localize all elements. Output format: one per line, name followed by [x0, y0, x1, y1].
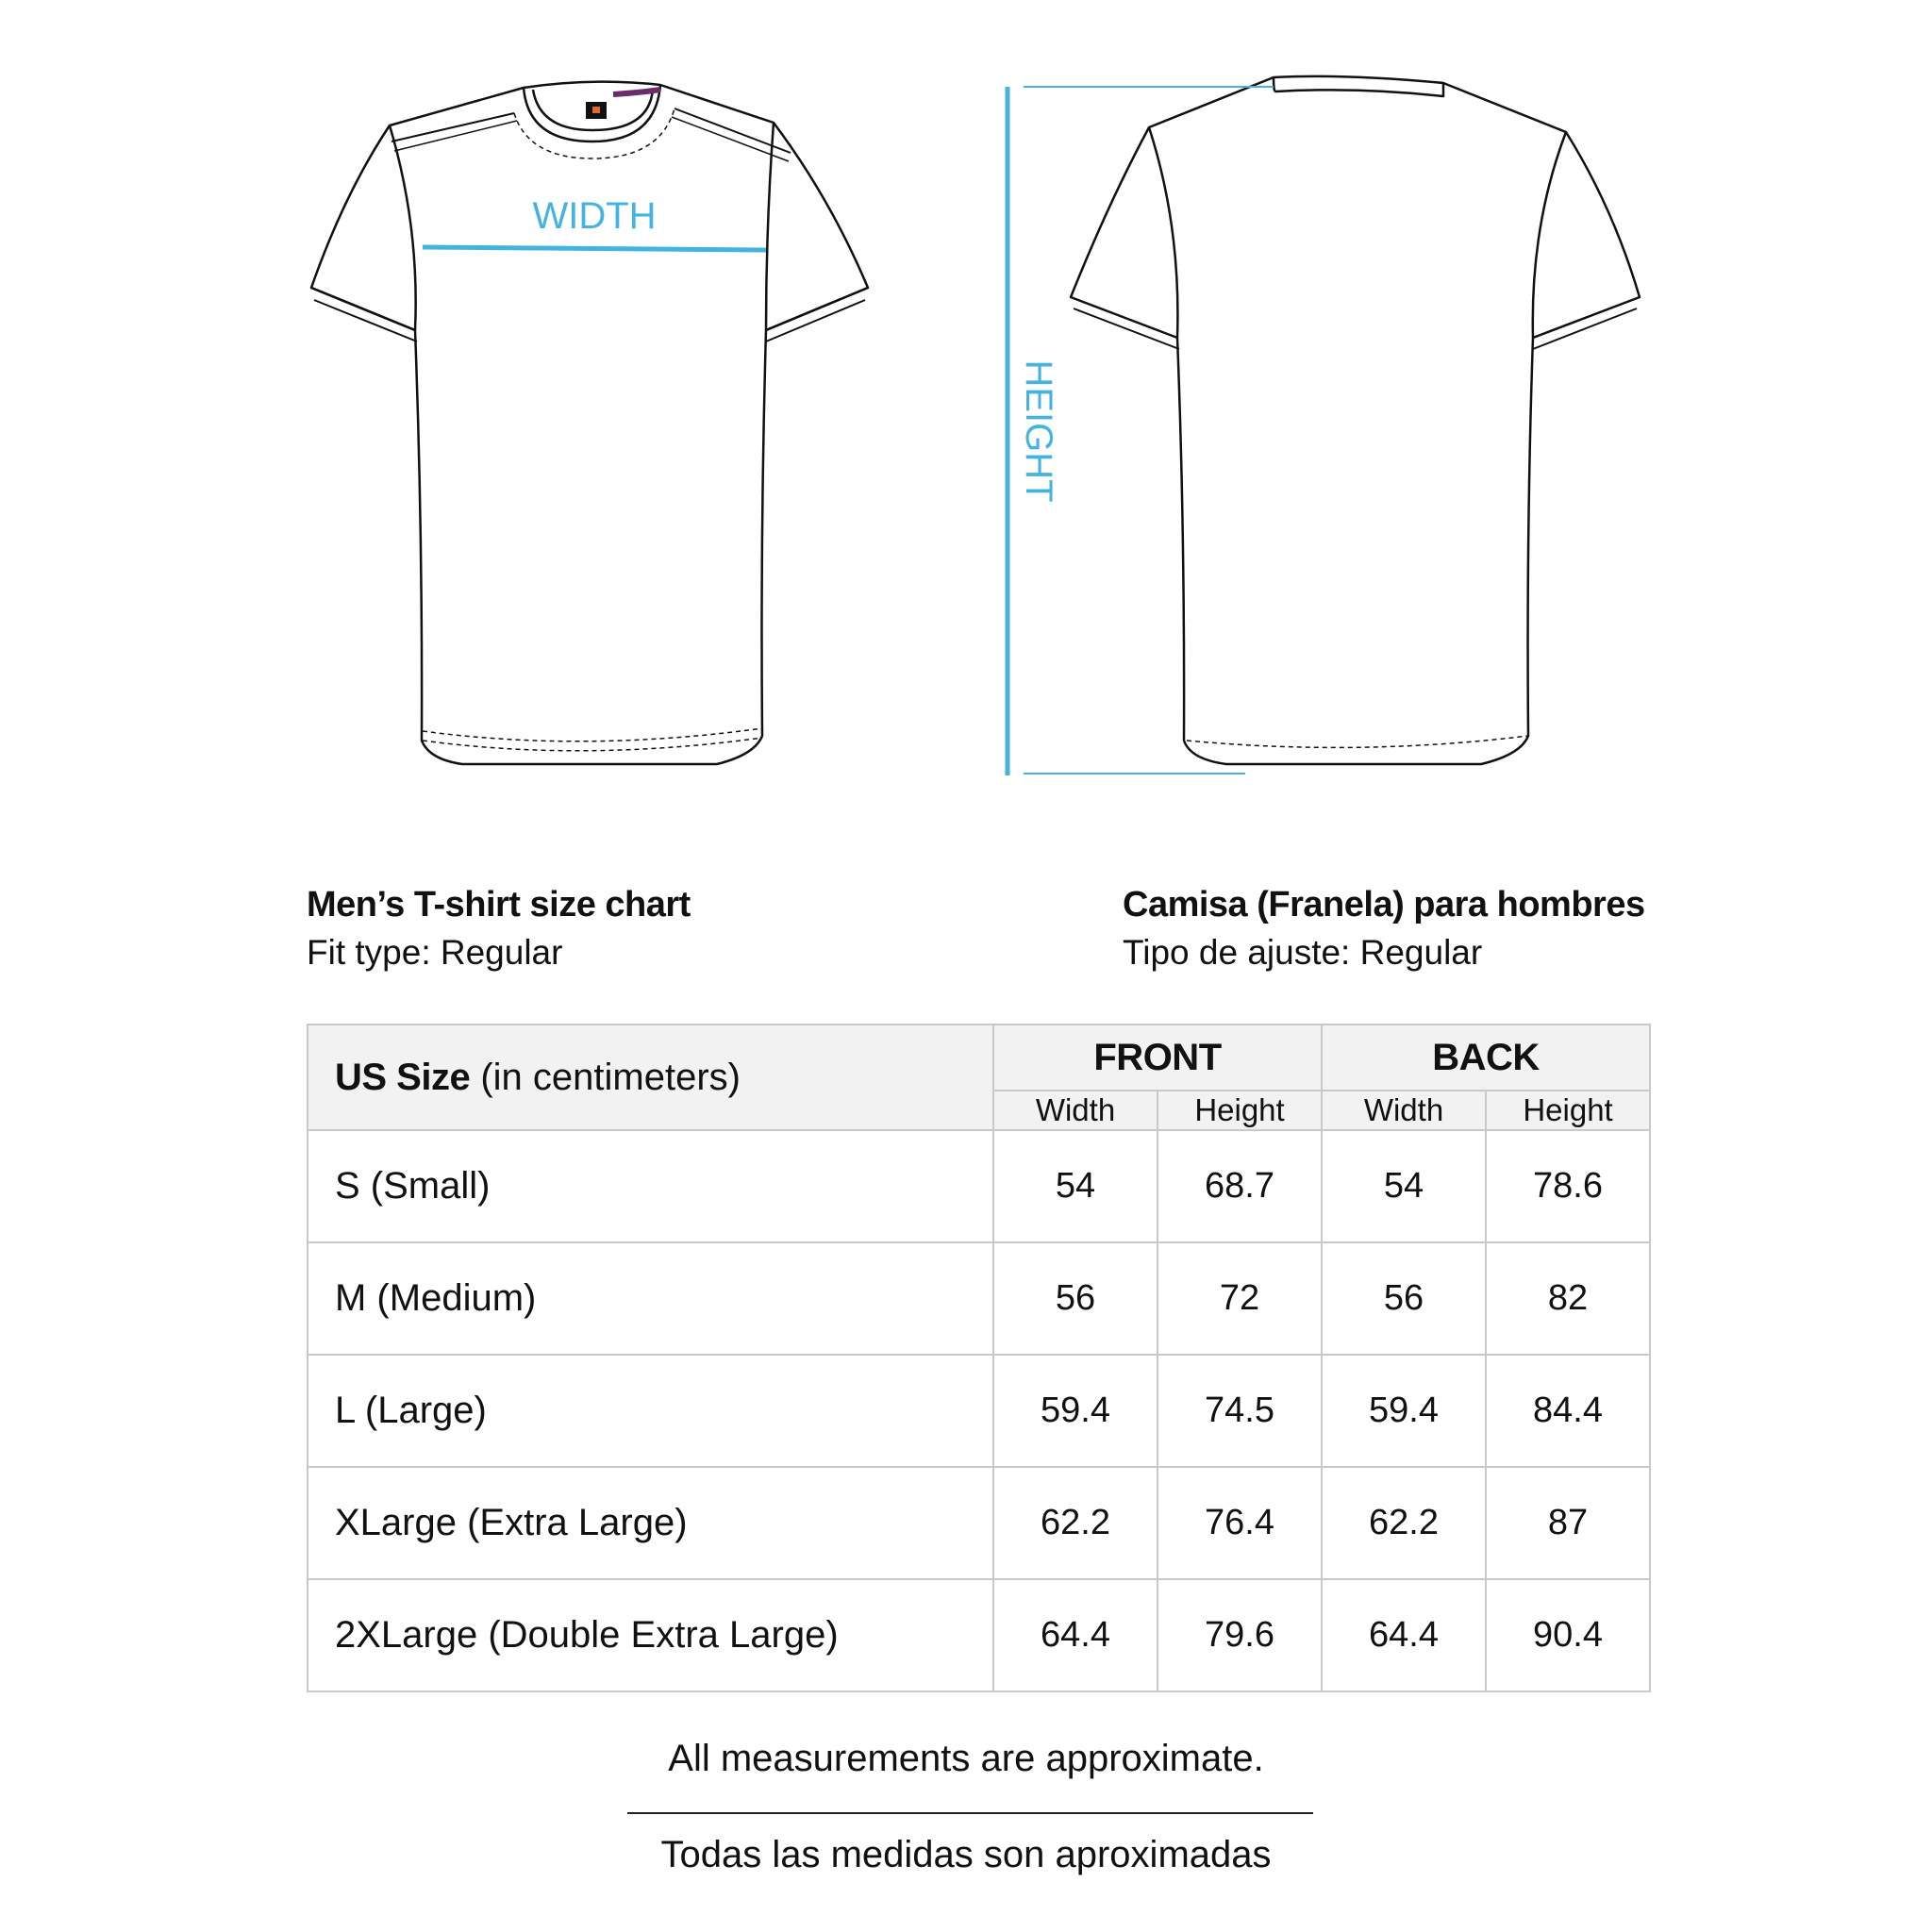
back-height-cell: 82: [1486, 1242, 1650, 1355]
front-height-cell: 76.4: [1158, 1467, 1322, 1579]
front-width-cell: 59.4: [993, 1355, 1158, 1467]
height-label: HEIGHT: [1018, 359, 1059, 503]
back-height-cell: 78.6: [1486, 1130, 1650, 1242]
fit-type-en: Fit type: Regular: [307, 933, 563, 972]
front-height-cell: 68.7: [1158, 1130, 1322, 1242]
back-header: BACK: [1322, 1024, 1650, 1091]
front-width-cell: 56: [993, 1242, 1158, 1355]
size-name: 2XLarge (Double Extra Large): [308, 1579, 993, 1691]
chart-title-en: Men’s T-shirt size chart: [307, 885, 691, 924]
front-height-cell: 79.6: [1158, 1579, 1322, 1691]
table-row: [308, 1130, 1650, 1242]
table-row: [308, 1242, 1650, 1355]
table-row: [308, 1579, 1650, 1691]
heading-spanish: [1123, 885, 1645, 973]
fit-type-es: Tipo de ajuste: Regular: [1123, 933, 1483, 972]
width-measure-line: [423, 247, 766, 250]
front-width-cell: 64.4: [993, 1579, 1158, 1691]
tshirt-diagram: [0, 0, 1932, 830]
front-height-cell: 72: [1158, 1242, 1322, 1355]
size-column-header: US Size (in centimeters): [308, 1024, 993, 1130]
front-width-cell: 62.2: [993, 1467, 1158, 1579]
back-height-cell: 87: [1486, 1467, 1650, 1579]
back-height-cell: 90.4: [1486, 1579, 1650, 1691]
back-height-header: Height: [1486, 1091, 1650, 1130]
footer-note-es: Todas las medidas son aproximadas: [660, 1834, 1272, 1875]
front-height-header: Height: [1158, 1091, 1322, 1130]
footer-note-en: All measurements are approximate.: [668, 1738, 1264, 1779]
table-row: [308, 1355, 1650, 1467]
table-row: [308, 1467, 1650, 1579]
width-label: WIDTH: [532, 195, 657, 237]
front-width-cell: 54: [993, 1130, 1158, 1242]
heading-english: [307, 885, 691, 973]
front-width-header: Width: [993, 1091, 1158, 1130]
back-width-header: Width: [1322, 1091, 1486, 1130]
back-height-cell: 84.4: [1486, 1355, 1650, 1467]
back-width-cell: 62.2: [1322, 1467, 1486, 1579]
size-name: L (Large): [308, 1355, 993, 1467]
back-width-cell: 54: [1322, 1130, 1486, 1242]
front-tshirt-drawing: [311, 82, 868, 764]
front-height-cell: 74.5: [1158, 1355, 1322, 1467]
size-name: XLarge (Extra Large): [308, 1467, 993, 1579]
back-width-cell: 56: [1322, 1242, 1486, 1355]
chart-title-es: Camisa (Franela) para hombres: [1123, 885, 1645, 924]
back-width-cell: 59.4: [1322, 1355, 1486, 1467]
footer-divider: [627, 1812, 1313, 1814]
back-width-cell: 64.4: [1322, 1579, 1486, 1691]
size-table: [307, 1024, 1651, 1692]
size-name: M (Medium): [308, 1242, 993, 1355]
back-tshirt-drawing: [1071, 76, 1640, 764]
size-name: S (Small): [308, 1130, 993, 1242]
front-header: FRONT: [993, 1024, 1322, 1091]
